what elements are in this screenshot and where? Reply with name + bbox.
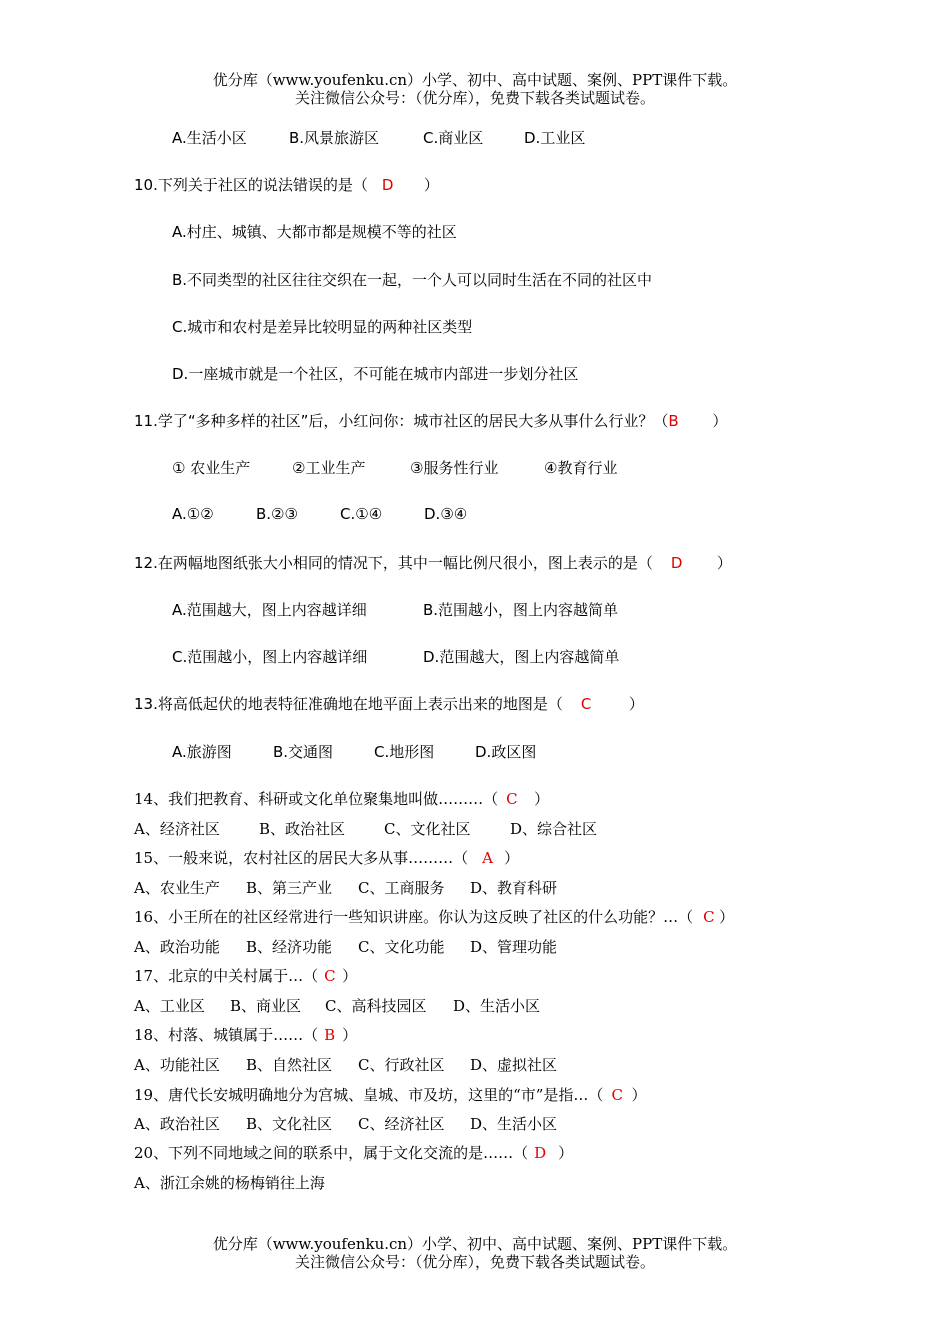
answer-mark: C <box>506 790 518 808</box>
question-text: 10.下列关于社区的说法错误的是（ <box>134 176 368 194</box>
q15-options <box>134 877 557 898</box>
q11-item-4: ④教育行业 <box>544 459 618 477</box>
q14-option-b: B、政治社区 <box>259 820 346 838</box>
q13-option-d: D.政区图 <box>475 743 537 761</box>
q15-option-c: C、工商服务 <box>358 879 445 897</box>
q14-option-a: A、经济社区 <box>134 820 220 838</box>
question-text: 17、北京的中关村属于…（ <box>134 967 319 985</box>
question-close: ） <box>628 695 644 713</box>
q9-option-d: D.工业区 <box>524 129 586 147</box>
question-text: 18、村落、城镇属于……（ <box>134 1026 319 1044</box>
question-close: ） <box>534 790 550 808</box>
question-text: 14、我们把教育、科研或文化单位聚集地叫做………（ <box>134 790 499 808</box>
footer-line-2: 关注微信公众号：（优分库），免费下载各类试题试卷。 <box>294 1253 655 1271</box>
question-close: ） <box>558 1144 574 1162</box>
question-close: ） <box>631 1086 647 1104</box>
q17-options <box>134 995 540 1016</box>
question-text: 13.将高低起伏的地表特征准确地在地平面上表示出来的地图是（ <box>134 695 563 713</box>
question-close: ） <box>719 908 735 926</box>
q9-option-c: C.商业区 <box>423 129 484 147</box>
q17-option-d: D、生活小区 <box>453 997 541 1015</box>
header-line-1: 优分库（www.youfenku.cn）小学、初中、高中试题、案例、PPT课件下载。 <box>212 71 738 89</box>
question-close: ） <box>716 554 732 572</box>
q11-item-3: ③服务性行业 <box>410 459 499 477</box>
question-text: 19、唐代长安城明确地分为宫城、皇城、市及坊，这里的“市”是指…（ <box>134 1086 604 1104</box>
q18-option-d: D、虚拟社区 <box>470 1056 558 1074</box>
q18-option-b: B、自然社区 <box>246 1056 333 1074</box>
q14-option-d: D、综合社区 <box>510 820 598 838</box>
q14-options <box>134 818 597 839</box>
q14-stem <box>134 788 549 809</box>
q9-options <box>172 127 585 148</box>
q17-stem <box>134 965 357 986</box>
q18-stem <box>134 1024 357 1045</box>
q11-option-b: B.②③ <box>256 505 298 523</box>
q16-option-c: C、文化功能 <box>358 938 445 956</box>
q12-option-d: D.范围越大，图上内容越简单 <box>423 648 620 666</box>
answer-mark: C <box>611 1086 623 1104</box>
question-close: ） <box>423 176 439 194</box>
answer-mark: B <box>324 1026 336 1044</box>
q11-options <box>172 505 467 523</box>
q12-options-row-1 <box>172 599 618 620</box>
answer-mark: D <box>534 1144 547 1162</box>
q15-stem <box>134 847 519 868</box>
q9-option-a: A.生活小区 <box>172 129 247 147</box>
q19-options <box>134 1113 557 1134</box>
q14-option-c: C、文化社区 <box>384 820 471 838</box>
answer-mark: C <box>324 967 336 985</box>
q11-option-c: C.①④ <box>340 505 383 523</box>
q18-option-c: C、行政社区 <box>358 1056 445 1074</box>
q19-option-d: D、生活小区 <box>470 1115 558 1133</box>
q17-option-a: A、工业区 <box>134 997 205 1015</box>
q16-option-d: D、管理功能 <box>470 938 558 956</box>
question-text: 12.在两幅地图纸张大小相同的情况下，其中一幅比例尺很小，图上表示的是（ <box>134 554 653 572</box>
question-text: 15、一般来说，农村社区的居民大多从事………（ <box>134 849 469 867</box>
q13-options <box>172 741 536 762</box>
question-close: ） <box>342 967 358 985</box>
q16-stem <box>134 906 734 927</box>
page-header <box>0 71 950 107</box>
q13-option-b: B.交通图 <box>273 743 334 761</box>
q12-option-b: B.范围越小，图上内容越简单 <box>423 601 619 619</box>
q12-option-c: C.范围越小，图上内容越详细 <box>172 648 368 666</box>
q19-option-a: A、政治社区 <box>134 1115 220 1133</box>
q10-option-c: C.城市和农村是差异比较明显的两种社区类型 <box>172 318 473 336</box>
q20-option-a: A、浙江余姚的杨梅销往上海 <box>134 1174 325 1192</box>
q10-stem <box>134 174 439 195</box>
q13-option-a: A.旅游图 <box>172 743 232 761</box>
question-text: 11.学了“多种多样的社区”后，小红问你：城市社区的居民大多从事什么行业？（ <box>134 412 669 430</box>
q11-stem <box>134 410 727 431</box>
question-close: ） <box>342 1026 358 1044</box>
footer-line-1: 优分库（www.youfenku.cn）小学、初中、高中试题、案例、PPT课件下载。 <box>212 1235 738 1253</box>
q11-item-2: ②工业生产 <box>292 459 366 477</box>
header-line-2: 关注微信公众号：（优分库），免费下载各类试题试卷。 <box>294 89 655 107</box>
q12-option-a: A.范围越大，图上内容越详细 <box>172 601 367 619</box>
q12-stem <box>134 552 732 573</box>
answer-mark: B <box>668 412 679 430</box>
q12-options-row-2 <box>172 646 619 667</box>
q18-option-a: A、功能社区 <box>134 1056 220 1074</box>
question-text: 16、小王所在的社区经常进行一些知识讲座。你认为这反映了社区的什么功能？…（ <box>134 908 694 926</box>
q17-option-c: C、高科技园区 <box>325 997 427 1015</box>
answer-mark: C <box>580 695 592 713</box>
answer-mark: D <box>381 176 394 194</box>
q20-stem <box>134 1142 573 1163</box>
q15-option-b: B、第三产业 <box>246 879 333 897</box>
answer-mark: D <box>670 554 683 572</box>
q11-option-d: D.③④ <box>424 505 468 523</box>
q10-option-d: D.一座城市就是一个社区，不可能在城市内部进一步划分社区 <box>172 365 579 383</box>
q15-option-a: A、农业生产 <box>134 879 220 897</box>
q13-stem <box>134 693 644 714</box>
q16-options <box>134 936 557 957</box>
question-close: ） <box>504 849 520 867</box>
q11-items <box>172 457 617 478</box>
q16-option-b: B、经济功能 <box>246 938 333 956</box>
q16-option-a: A、政治功能 <box>134 938 220 956</box>
q10-option-b: B.不同类型的社区往往交织在一起，一个人可以同时生活在不同的社区中 <box>172 271 653 289</box>
page-footer <box>0 1235 950 1271</box>
q18-options <box>134 1054 557 1075</box>
q17-option-b: B、商业区 <box>230 997 302 1015</box>
question-close: ） <box>712 412 728 430</box>
q19-option-c: C、经济社区 <box>358 1115 445 1133</box>
answer-mark: C <box>703 908 715 926</box>
q11-option-a: A.①② <box>172 505 214 523</box>
q11-item-1: ① 农业生产 <box>172 459 251 477</box>
q19-option-b: B、文化社区 <box>246 1115 333 1133</box>
q19-stem <box>134 1084 646 1105</box>
question-text: 20、下列不同地域之间的联系中，属于文化交流的是……（ <box>134 1144 529 1162</box>
answer-mark: A <box>482 849 493 867</box>
q10-option-a: A.村庄、城镇、大都市都是规模不等的社区 <box>172 223 457 241</box>
q9-option-b: B.风景旅游区 <box>289 129 380 147</box>
q13-option-c: C.地形图 <box>374 743 435 761</box>
q15-option-d: D、教育科研 <box>470 879 558 897</box>
